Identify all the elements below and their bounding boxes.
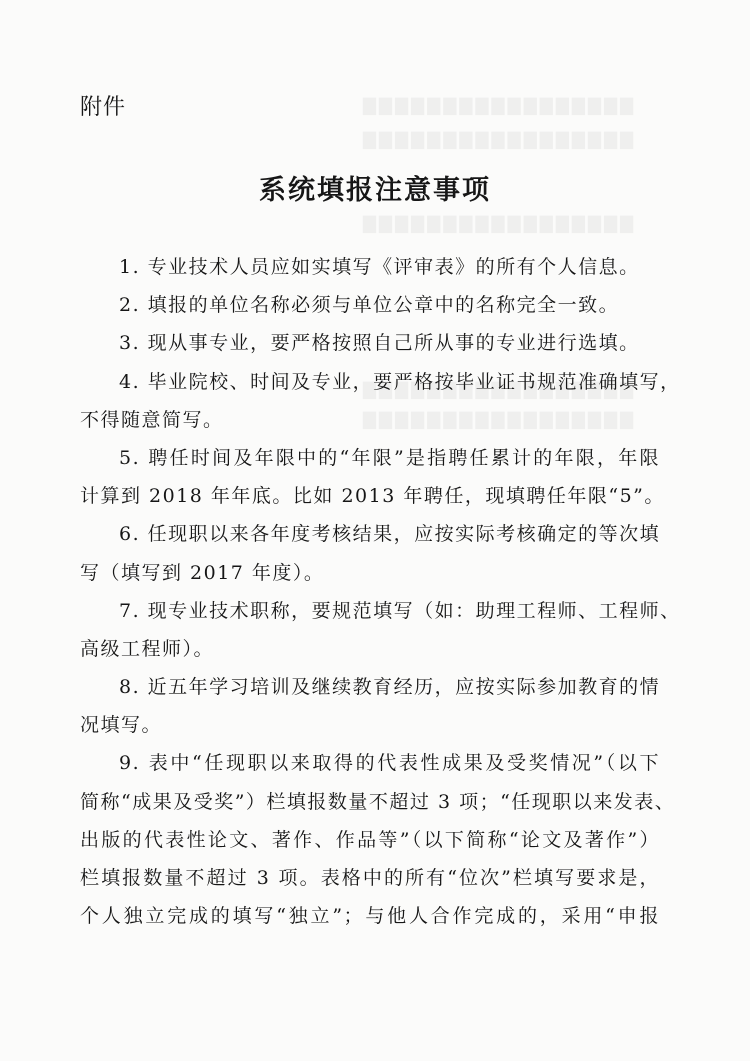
body-line: 1. 专业技术人员应如实填写《评审表》的所有个人信息。 — [119, 256, 640, 278]
body-line: 栏填报数量不超过 3 项。表格中的所有“位次”栏填写要求是， — [80, 867, 660, 889]
body-line: 9. 表中“任现职以来取得的代表性成果及受奖情况”（以下 — [119, 752, 660, 775]
body-line: 计算到 2018 年年底。比如 2013 年聘任，现填聘任年限“5”。 — [80, 485, 665, 508]
body-line: 不得随意简写。 — [80, 408, 224, 431]
body-line: 个人独立完成的填写“独立”；与他人合作完成的，采用“申报 — [80, 905, 660, 928]
body-line: 简称“成果及受奖”）栏填报数量不超过 3 项；“任现职以来发表、 — [80, 790, 676, 813]
document-title: 系统填报注意事项 — [259, 175, 491, 206]
bleed-through-shadow — [360, 130, 633, 150]
attachment-label: 附件 — [80, 95, 127, 120]
document-body — [80, 248, 681, 935]
body-line: 7. 现专业技术职称，要规范填写（如：助理工程师、工程师、 — [119, 599, 681, 622]
body-line: 4. 毕业院校、时间及专业，要严格按毕业证书规范准确填写， — [119, 370, 681, 393]
body-line: 8. 近五年学习培训及继续教育经历，应按实际参加教育的情 — [119, 676, 661, 699]
body-line: 3. 现从事专业，要严格按照自己所从事的专业进行选填。 — [119, 332, 640, 355]
body-line: 高级工程师）。 — [80, 637, 215, 660]
bleed-through-shadow — [360, 214, 633, 234]
body-line: 5. 聘任时间及年限中的“年限”是指聘任累计的年限，年限 — [119, 446, 660, 469]
body-line: 2. 填报的单位名称必须与单位公章中的名称完全一致。 — [119, 294, 620, 317]
bleed-through-shadow — [360, 96, 633, 116]
body-line: 写（填写到 2017 年度）。 — [80, 561, 325, 584]
body-line: 况填写。 — [80, 714, 163, 737]
body-line: 6. 任现职以来各年度考核结果，应按实际考核确定的等次填 — [119, 523, 661, 546]
body-line: 出版的代表性论文、著作、作品等”（以下简称“论文及著作”） — [80, 828, 660, 851]
